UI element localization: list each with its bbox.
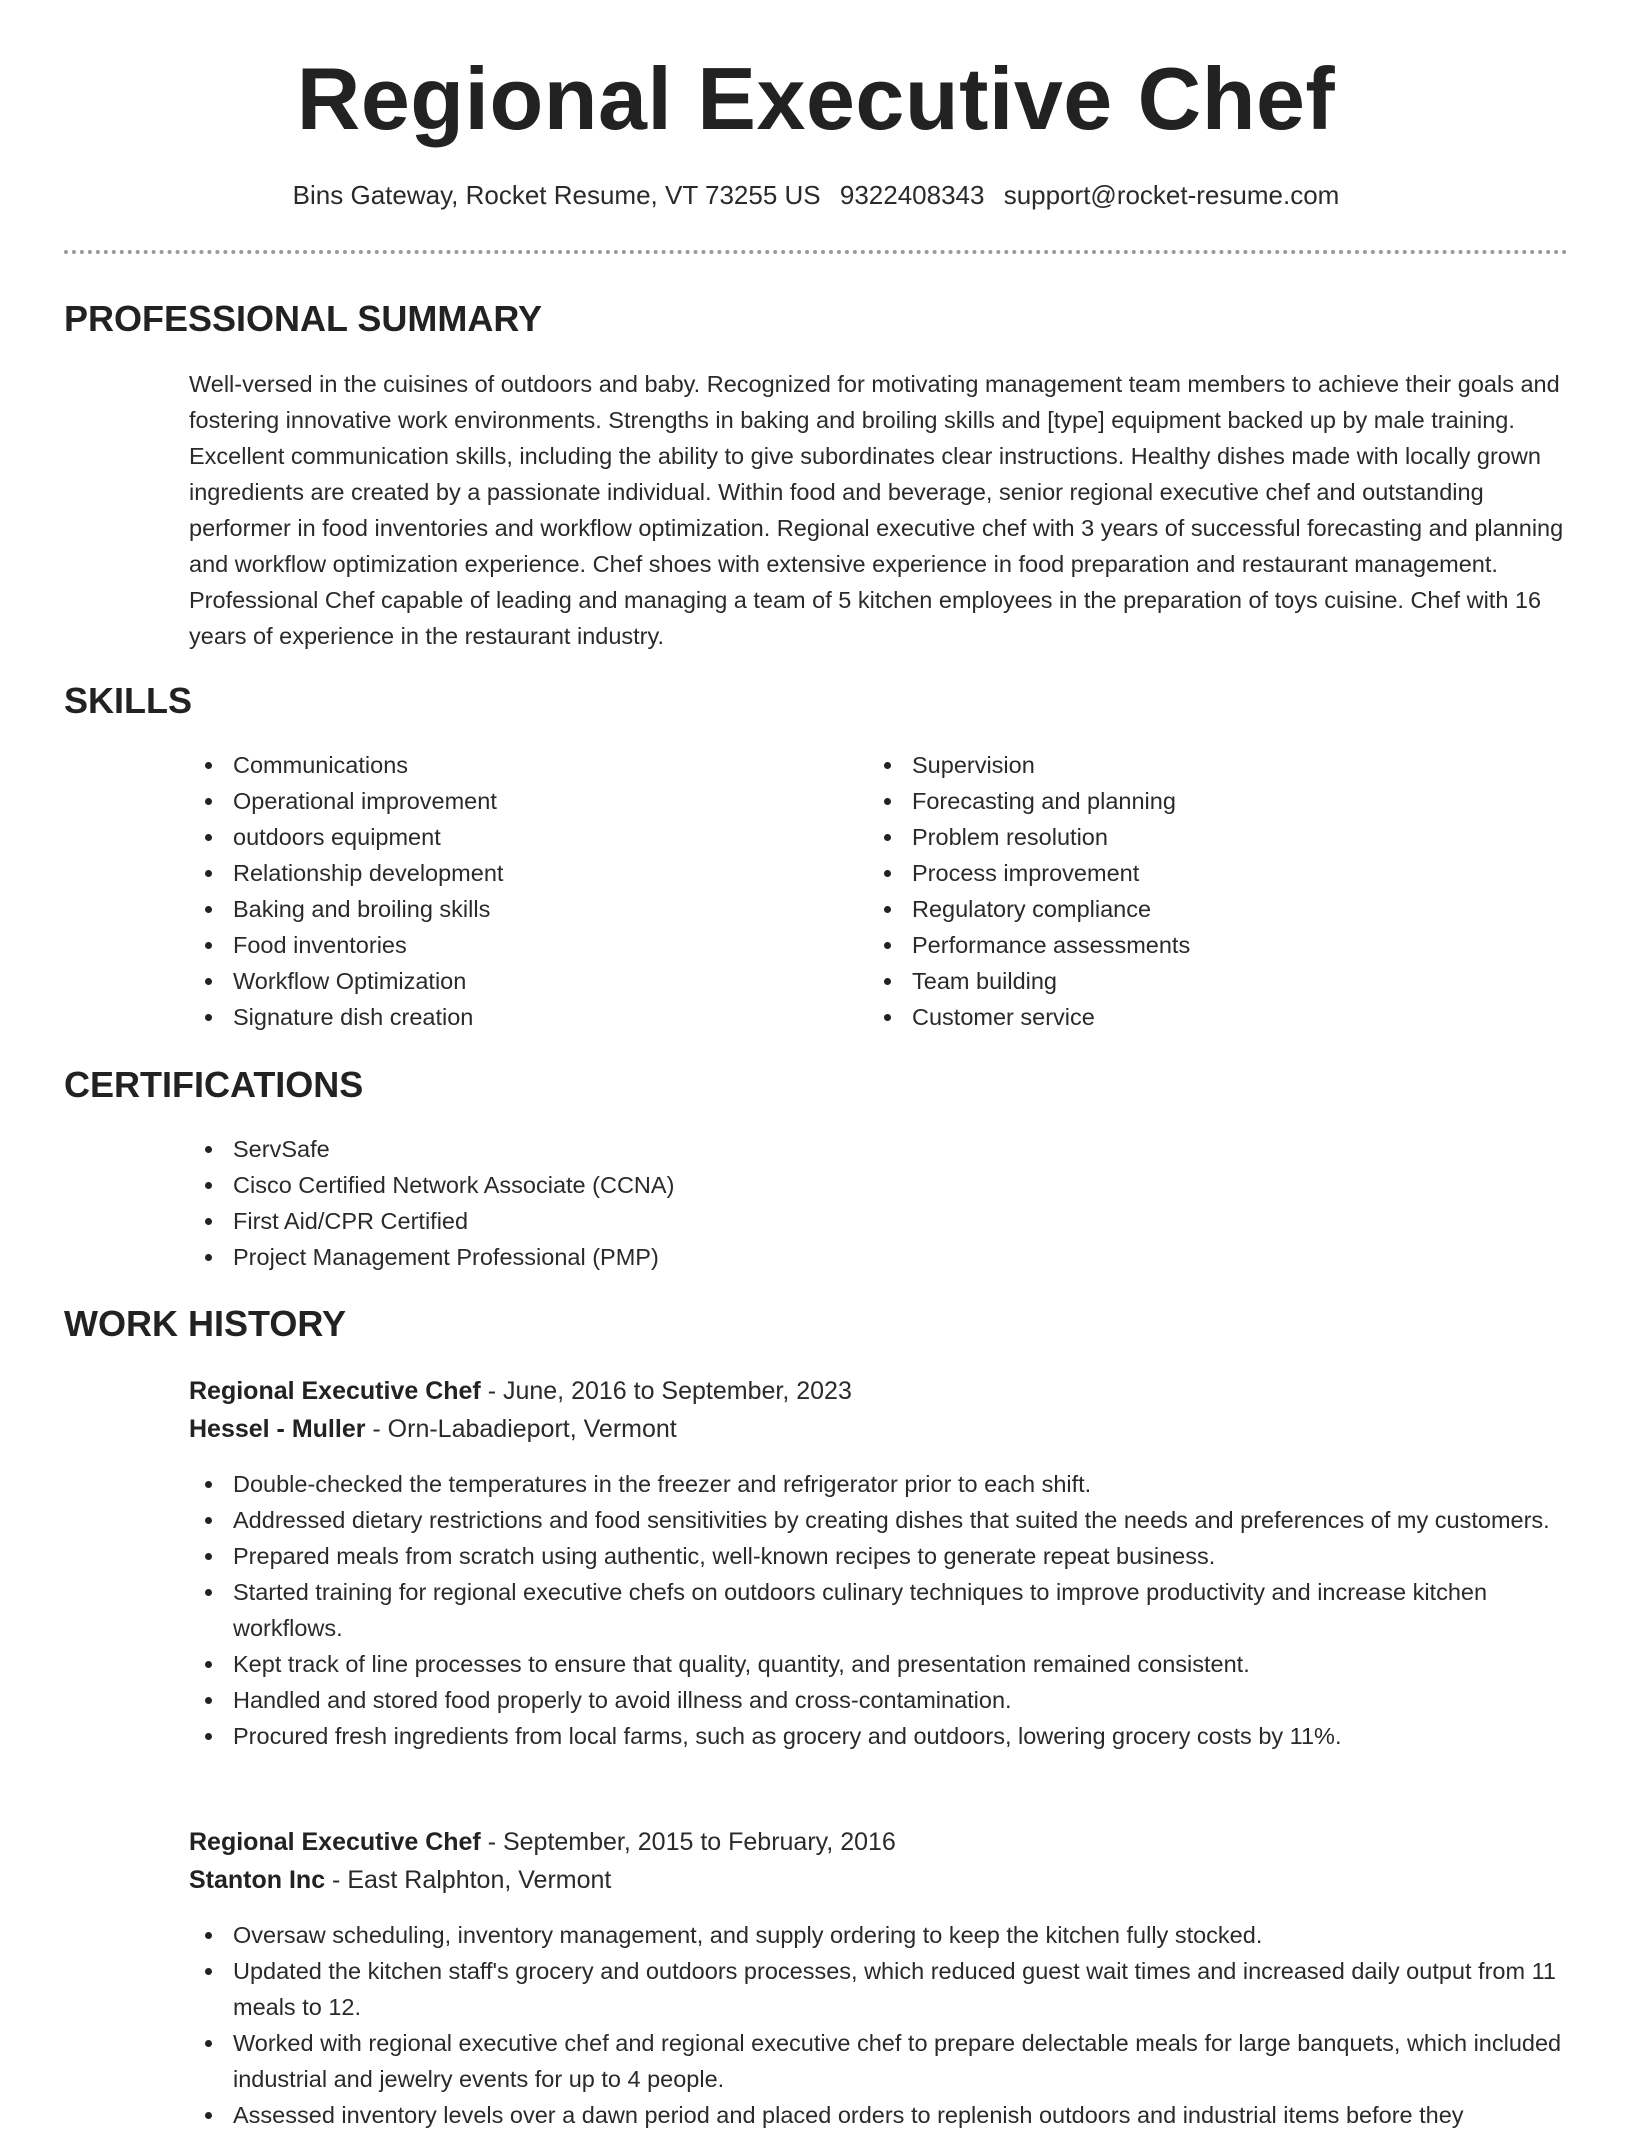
job-bullet: Kept track of line processes to ensure that quality, quantity, and presentation remained consistent. [189, 1646, 1569, 1682]
job-title: Regional Executive Chef [189, 1377, 481, 1405]
skills-list-right [868, 747, 1508, 1035]
skill-item: Food inventories [189, 927, 829, 963]
job-bullet: Updated the kitchen staff's grocery and outdoors processes, which reduced guest wait times and increased daily output from 11 meals to 12. [189, 1953, 1569, 2025]
job-location: - East Ralphton, Vermont [325, 1866, 612, 1894]
certifications-heading: CERTIFICATIONS [64, 1064, 364, 1105]
contact-address: Bins Gateway, Rocket Resume, VT 73255 US [292, 180, 821, 210]
skill-item: Regulatory compliance [868, 891, 1508, 927]
job-bullets [189, 1917, 1569, 2133]
job-bullets [189, 1466, 1569, 1754]
job-title-line [189, 1372, 852, 1410]
skills-list-left [189, 747, 829, 1035]
job-bullet: Prepared meals from scratch using authentic, well-known recipes to generate repeat business. [189, 1538, 1569, 1574]
skill-item: Signature dish creation [189, 999, 829, 1035]
job-company-line [189, 1410, 677, 1448]
job-bullet: Handled and stored food properly to avoid illness and cross-contamination. [189, 1682, 1569, 1718]
skills-heading: SKILLS [64, 680, 193, 721]
job-title: Regional Executive Chef [189, 1828, 481, 1856]
job-location: - Orn-Labadieport, Vermont [365, 1415, 677, 1443]
certifications-list [189, 1131, 1189, 1275]
skill-item: Problem resolution [868, 819, 1508, 855]
header-divider [64, 250, 1568, 254]
skill-item: Team building [868, 963, 1508, 999]
certification-item: Cisco Certified Network Associate (CCNA) [189, 1167, 1189, 1203]
skill-item: Relationship development [189, 855, 829, 891]
job-bullet: Double-checked the temperatures in the freezer and refrigerator prior to each shift. [189, 1466, 1569, 1502]
skill-item: Baking and broiling skills [189, 891, 829, 927]
job-company-line [189, 1861, 611, 1899]
job-title-line [189, 1823, 896, 1861]
job-dates: - June, 2016 to September, 2023 [480, 1377, 852, 1405]
skill-item: Workflow Optimization [189, 963, 829, 999]
summary-heading: PROFESSIONAL SUMMARY [64, 298, 543, 339]
certification-item: First Aid/CPR Certified [189, 1203, 1189, 1239]
contact-email[interactable]: support@rocket-resume.com [1003, 180, 1340, 210]
certification-item: ServSafe [189, 1131, 1189, 1167]
job-bullet: Addressed dietary restrictions and food sensitivities by creating dishes that suited the needs and preferences of my customers. [189, 1502, 1569, 1538]
job-bullet: Oversaw scheduling, inventory management, and supply ordering to keep the kitchen fully stocked. [189, 1917, 1569, 1953]
job-bullet: Worked with regional executive chef and regional executive chef to prepare delectable meals for large banquets, which included industrial and jewelry events for up to 4 people. [189, 2025, 1569, 2097]
skill-item: Customer service [868, 999, 1508, 1035]
work-history-heading: WORK HISTORY [64, 1303, 347, 1344]
skill-item: Performance assessments [868, 927, 1508, 963]
job-bullet: Procured fresh ingredients from local farms, such as grocery and outdoors, lowering grocery costs by 11%. [189, 1718, 1569, 1754]
skill-item: Process improvement [868, 855, 1508, 891]
skill-item: outdoors equipment [189, 819, 829, 855]
summary-text: Well-versed in the cuisines of outdoors and baby. Recognized for motivating management team members to achieve their goals and fostering innovative work environments. Strengths in baking and broiling skills and [type] equipment backed up by male training. Excellent communication skills, including the ability to give subordinates clear instructions. Healthy dishes made with locally grown ingredients are created by a passionate individual. Within food and beverage, senior regional executive chef and outstanding performer in food inventories and workflow optimization. Regional executive chef with 3 years of successful forecasting and planning and workflow optimization experience. Chef shoes with extensive experience in food preparation and restaurant management. Professional Chef capable of leading and managing a team of 5 kitchen employees in the preparation of toys cuisine. Chef with 16 years of experience in the restaurant industry. [189, 371, 1564, 649]
skill-item: Communications [189, 747, 829, 783]
skill-item: Supervision [868, 747, 1508, 783]
job-dates: - September, 2015 to February, 2016 [480, 1828, 896, 1856]
certification-item: Project Management Professional (PMP) [189, 1239, 1189, 1275]
skill-item: Forecasting and planning [868, 783, 1508, 819]
contact-phone: 9322408343 [839, 180, 985, 210]
job-bullet: Started training for regional executive chefs on outdoors culinary techniques to improve productivity and increase kitchen workflows. [189, 1574, 1569, 1646]
job-bullet: Assessed inventory levels over a dawn period and placed orders to replenish outdoors and industrial items before they [189, 2097, 1569, 2133]
resume-name: Regional Executive Chef [296, 49, 1336, 148]
job-company: Stanton Inc [189, 1866, 326, 1894]
job-company: Hessel - Muller [189, 1415, 366, 1443]
contact-line [0, 180, 1632, 211]
skill-item: Operational improvement [189, 783, 829, 819]
